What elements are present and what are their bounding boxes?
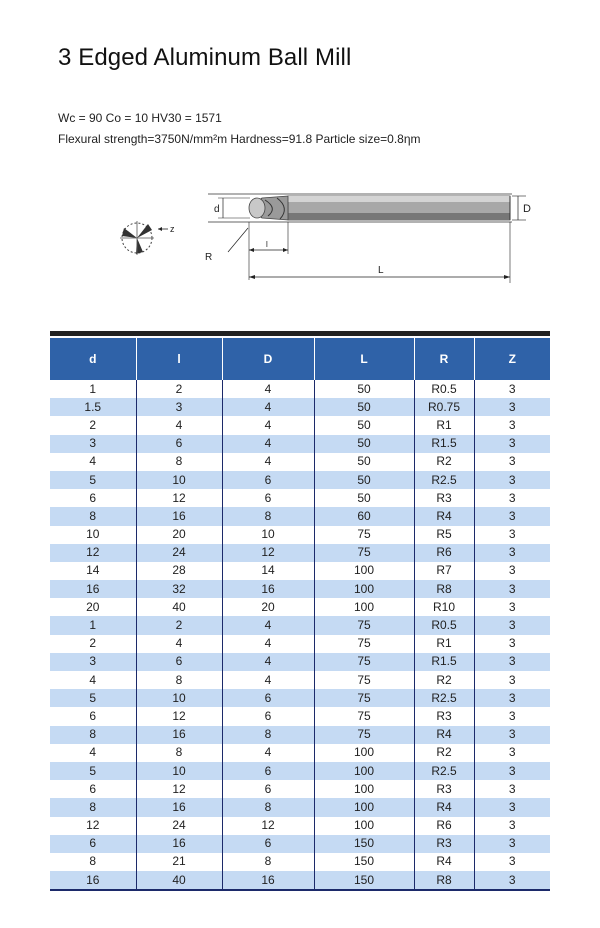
cell-d: 12	[50, 817, 136, 835]
cell-l: 16	[136, 726, 222, 744]
cell-Z: 3	[474, 780, 550, 798]
table-row	[50, 671, 550, 689]
cell-Z: 3	[474, 798, 550, 816]
table-row	[50, 853, 550, 871]
cell-Z: 3	[474, 653, 550, 671]
cell-L: 50	[314, 435, 414, 453]
cell-D: 4	[222, 635, 314, 653]
table-row	[50, 707, 550, 725]
cell-Z: 3	[474, 453, 550, 471]
cell-Z: 3	[474, 817, 550, 835]
cell-D: 6	[222, 471, 314, 489]
cell-d: 10	[50, 526, 136, 544]
cell-R: R2.5	[414, 762, 474, 780]
cell-D: 10	[222, 526, 314, 544]
cell-Z: 3	[474, 544, 550, 562]
cell-d: 6	[50, 707, 136, 725]
table-row	[50, 616, 550, 634]
cell-R: R3	[414, 489, 474, 507]
table-row	[50, 689, 550, 707]
cell-Z: 3	[474, 871, 550, 889]
cell-Z: 3	[474, 526, 550, 544]
header-Z: Z	[474, 338, 550, 380]
cell-L: 75	[314, 726, 414, 744]
table-body	[50, 380, 550, 889]
cell-Z: 3	[474, 707, 550, 725]
cell-l: 32	[136, 580, 222, 598]
table-row	[50, 580, 550, 598]
cell-R: R6	[414, 817, 474, 835]
cell-l: 12	[136, 780, 222, 798]
D-label: D	[523, 203, 531, 215]
spec-table-container	[50, 331, 550, 891]
header-l: l	[136, 338, 222, 380]
cell-d: 4	[50, 453, 136, 471]
cell-l: 12	[136, 707, 222, 725]
cell-d: 20	[50, 598, 136, 616]
cell-R: R2	[414, 744, 474, 762]
cell-d: 2	[50, 416, 136, 434]
cell-L: 50	[314, 453, 414, 471]
cell-R: R4	[414, 726, 474, 744]
cell-d: 16	[50, 580, 136, 598]
cell-L: 50	[314, 398, 414, 416]
cell-R: R3	[414, 707, 474, 725]
cell-d: 2	[50, 635, 136, 653]
cell-l: 16	[136, 835, 222, 853]
cell-d: 16	[50, 871, 136, 889]
header-L: L	[314, 338, 414, 380]
cell-D: 4	[222, 671, 314, 689]
table-row	[50, 562, 550, 580]
cell-Z: 3	[474, 726, 550, 744]
cell-D: 4	[222, 653, 314, 671]
cell-L: 150	[314, 835, 414, 853]
cell-D: 4	[222, 744, 314, 762]
table-row	[50, 526, 550, 544]
cell-D: 8	[222, 798, 314, 816]
table-row	[50, 653, 550, 671]
table-row	[50, 598, 550, 616]
cell-L: 100	[314, 780, 414, 798]
cell-R: R1.5	[414, 435, 474, 453]
table-row	[50, 507, 550, 525]
cell-l: 10	[136, 689, 222, 707]
cell-Z: 3	[474, 744, 550, 762]
cell-L: 75	[314, 544, 414, 562]
cell-L: 100	[314, 817, 414, 835]
cell-R: R3	[414, 780, 474, 798]
cell-l: 6	[136, 653, 222, 671]
table-row	[50, 416, 550, 434]
ball-mill-drawing	[100, 180, 550, 290]
cell-D: 4	[222, 380, 314, 398]
cell-L: 100	[314, 798, 414, 816]
cell-R: R6	[414, 544, 474, 562]
cell-d: 12	[50, 544, 136, 562]
cell-R: R4	[414, 507, 474, 525]
table-row	[50, 380, 550, 398]
cell-D: 12	[222, 544, 314, 562]
spec-table	[50, 338, 550, 889]
cell-L: 100	[314, 562, 414, 580]
cell-D: 4	[222, 435, 314, 453]
table-bottom-rule	[50, 889, 550, 891]
header-d: d	[50, 338, 136, 380]
cell-R: R7	[414, 562, 474, 580]
cell-Z: 3	[474, 507, 550, 525]
cell-D: 8	[222, 853, 314, 871]
cell-d: 1	[50, 380, 136, 398]
cell-d: 8	[50, 726, 136, 744]
cell-l: 12	[136, 489, 222, 507]
cell-d: 5	[50, 689, 136, 707]
d-label: d	[214, 204, 220, 215]
cell-D: 12	[222, 817, 314, 835]
cell-d: 5	[50, 762, 136, 780]
cell-D: 4	[222, 416, 314, 434]
cell-L: 75	[314, 689, 414, 707]
header-D: D	[222, 338, 314, 380]
cell-d: 8	[50, 507, 136, 525]
cell-R: R1	[414, 635, 474, 653]
cell-Z: 3	[474, 689, 550, 707]
cell-D: 16	[222, 580, 314, 598]
page-title: 3 Edged Aluminum Ball Mill	[58, 44, 352, 71]
R-label: R	[205, 252, 213, 263]
cell-R: R3	[414, 835, 474, 853]
header-R: R	[414, 338, 474, 380]
table-row	[50, 471, 550, 489]
cell-l: 2	[136, 616, 222, 634]
cell-d: 1	[50, 616, 136, 634]
cell-D: 6	[222, 707, 314, 725]
cell-l: 40	[136, 871, 222, 889]
cell-L: 75	[314, 616, 414, 634]
cell-L: 60	[314, 507, 414, 525]
cell-Z: 3	[474, 616, 550, 634]
cell-L: 100	[314, 580, 414, 598]
cell-d: 6	[50, 835, 136, 853]
cell-Z: 3	[474, 471, 550, 489]
cell-L: 75	[314, 671, 414, 689]
cell-l: 16	[136, 507, 222, 525]
cell-R: R2	[414, 453, 474, 471]
cell-d: 3	[50, 653, 136, 671]
cell-Z: 3	[474, 416, 550, 434]
cell-l: 8	[136, 671, 222, 689]
cell-R: R0.5	[414, 616, 474, 634]
cell-L: 50	[314, 380, 414, 398]
end-view-icon	[120, 221, 168, 255]
cell-R: R2.5	[414, 471, 474, 489]
cell-D: 4	[222, 453, 314, 471]
table-row	[50, 453, 550, 471]
cell-Z: 3	[474, 580, 550, 598]
table-row	[50, 762, 550, 780]
cell-D: 4	[222, 616, 314, 634]
cell-l: 20	[136, 526, 222, 544]
cell-R: R8	[414, 580, 474, 598]
cell-L: 75	[314, 526, 414, 544]
table-row	[50, 635, 550, 653]
table-row	[50, 744, 550, 762]
cell-d: 6	[50, 489, 136, 507]
cell-R: R2	[414, 671, 474, 689]
cell-R: R1.5	[414, 653, 474, 671]
cell-Z: 3	[474, 835, 550, 853]
table-header-row	[50, 338, 550, 380]
cell-Z: 3	[474, 380, 550, 398]
cell-Z: 3	[474, 762, 550, 780]
L-label: L	[378, 265, 384, 276]
strength-spec: Flexural strength=3750N/mm²m Hardness=91.8 Particle size=0.8ηm	[58, 132, 421, 146]
cell-D: 8	[222, 726, 314, 744]
table-row	[50, 435, 550, 453]
cell-d: 4	[50, 671, 136, 689]
cell-L: 100	[314, 762, 414, 780]
cell-L: 75	[314, 707, 414, 725]
cell-Z: 3	[474, 562, 550, 580]
cell-Z: 3	[474, 671, 550, 689]
table-row	[50, 817, 550, 835]
cell-l: 6	[136, 435, 222, 453]
cell-Z: 3	[474, 489, 550, 507]
cell-l: 28	[136, 562, 222, 580]
table-row	[50, 780, 550, 798]
material-spec: Wc = 90 Co = 10 HV30 = 1571	[58, 111, 222, 125]
cell-D: 6	[222, 835, 314, 853]
cell-Z: 3	[474, 398, 550, 416]
cell-L: 75	[314, 653, 414, 671]
cell-l: 21	[136, 853, 222, 871]
cell-Z: 3	[474, 435, 550, 453]
cell-D: 6	[222, 489, 314, 507]
cell-Z: 3	[474, 635, 550, 653]
table-row	[50, 871, 550, 889]
cell-l: 8	[136, 744, 222, 762]
cell-l: 8	[136, 453, 222, 471]
cell-R: R4	[414, 853, 474, 871]
cell-R: R2.5	[414, 689, 474, 707]
table-row	[50, 398, 550, 416]
cell-l: 24	[136, 544, 222, 562]
cell-D: 8	[222, 507, 314, 525]
cell-l: 2	[136, 380, 222, 398]
l-label: l	[266, 240, 268, 249]
table-row	[50, 726, 550, 744]
cell-d: 6	[50, 780, 136, 798]
cell-D: 4	[222, 398, 314, 416]
cell-R: R5	[414, 526, 474, 544]
cell-L: 150	[314, 853, 414, 871]
cell-L: 50	[314, 489, 414, 507]
table-row	[50, 835, 550, 853]
cell-R: R4	[414, 798, 474, 816]
cell-l: 24	[136, 817, 222, 835]
cell-d: 5	[50, 471, 136, 489]
cell-d: 8	[50, 853, 136, 871]
cell-d: 4	[50, 744, 136, 762]
cell-d: 8	[50, 798, 136, 816]
cell-R: R0.75	[414, 398, 474, 416]
cell-R: R0.5	[414, 380, 474, 398]
cell-D: 6	[222, 689, 314, 707]
cell-L: 150	[314, 871, 414, 889]
cell-L: 75	[314, 635, 414, 653]
cell-L: 100	[314, 744, 414, 762]
cell-l: 16	[136, 798, 222, 816]
cell-L: 50	[314, 416, 414, 434]
cell-D: 20	[222, 598, 314, 616]
table-row	[50, 544, 550, 562]
cell-D: 16	[222, 871, 314, 889]
cell-l: 10	[136, 762, 222, 780]
tool-side-view	[208, 194, 512, 222]
cell-l: 40	[136, 598, 222, 616]
cell-Z: 3	[474, 598, 550, 616]
table-top-rule	[50, 331, 550, 336]
cell-L: 100	[314, 598, 414, 616]
cell-D: 6	[222, 762, 314, 780]
cell-d: 14	[50, 562, 136, 580]
cell-R: R10	[414, 598, 474, 616]
cell-d: 3	[50, 435, 136, 453]
cell-l: 4	[136, 635, 222, 653]
cell-R: R1	[414, 416, 474, 434]
cell-R: R8	[414, 871, 474, 889]
cell-d: 1.5	[50, 398, 136, 416]
table-row	[50, 798, 550, 816]
cell-l: 3	[136, 398, 222, 416]
cell-D: 14	[222, 562, 314, 580]
cell-L: 50	[314, 471, 414, 489]
z-label: z	[170, 224, 175, 234]
cell-l: 10	[136, 471, 222, 489]
cell-Z: 3	[474, 853, 550, 871]
cell-l: 4	[136, 416, 222, 434]
cell-D: 6	[222, 780, 314, 798]
table-row	[50, 489, 550, 507]
